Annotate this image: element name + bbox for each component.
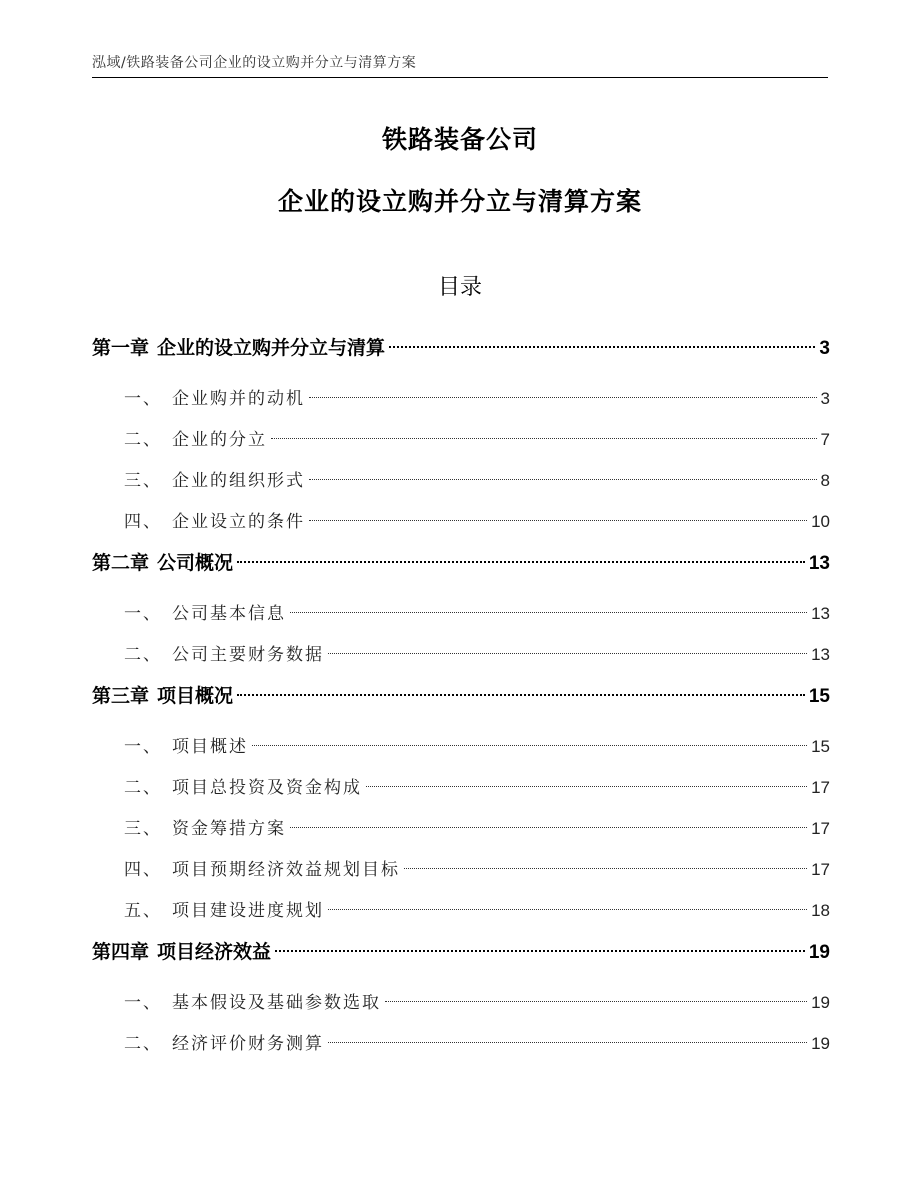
toc-section-title: 企业的组织形式 (172, 471, 305, 491)
toc-chapter-title: 企业的设立购并分立与清算 (157, 337, 386, 359)
toc-page-number: 3 (820, 389, 830, 408)
toc-page-number: 15 (811, 737, 830, 756)
toc-page-number: 15 (808, 686, 830, 707)
toc-section-number: 二、 (124, 1034, 162, 1054)
toc-section-title: 项目概述 (172, 737, 248, 757)
toc-section-number: 二、 (124, 645, 162, 665)
toc-section-3-2[interactable] (92, 770, 830, 811)
document-title-company: 铁路装备公司 (381, 125, 538, 154)
toc-section-number: 二、 (124, 778, 162, 798)
toc-page-number: 13 (811, 604, 830, 623)
toc-section-1-1[interactable] (92, 381, 830, 422)
toc-dot-leader (328, 1042, 807, 1043)
toc-page-number: 3 (819, 338, 830, 359)
toc-dot-leader (309, 520, 807, 521)
toc-section-3-1[interactable] (92, 729, 830, 770)
toc-page-number: 13 (811, 645, 830, 664)
toc-section-title: 项目建设进度规划 (172, 901, 324, 921)
toc-dot-leader (271, 438, 817, 439)
toc-section-number: 一、 (124, 389, 162, 409)
toc-dot-leader (385, 1001, 807, 1002)
toc-section-title: 项目预期经济效益规划目标 (172, 860, 400, 880)
toc-section-title: 企业设立的条件 (172, 512, 305, 532)
toc-section-title: 公司主要财务数据 (172, 645, 324, 665)
toc-dot-leader (366, 786, 807, 787)
toc-chapter-2[interactable] (92, 545, 830, 588)
table-of-contents (92, 330, 830, 1067)
toc-section-1-3[interactable] (92, 463, 830, 504)
toc-heading: 目录 (437, 275, 482, 300)
toc-chapter-3[interactable] (92, 678, 830, 721)
toc-dot-leader (309, 479, 817, 480)
toc-chapter-title: 项目经济效益 (157, 941, 272, 963)
toc-page-number: 17 (811, 819, 830, 838)
toc-chapter-number: 第四章 (92, 941, 150, 963)
toc-section-number: 二、 (124, 430, 162, 450)
toc-section-1-2[interactable] (92, 422, 830, 463)
toc-page-number: 10 (811, 512, 830, 531)
toc-section-3-4[interactable] (92, 852, 830, 893)
toc-dot-leader (275, 950, 805, 952)
toc-chapter-number: 第一章 (92, 337, 150, 359)
toc-dot-leader (252, 745, 807, 746)
toc-section-number: 五、 (124, 901, 162, 921)
toc-section-number: 三、 (124, 819, 162, 839)
toc-section-4-2[interactable] (92, 1026, 830, 1067)
toc-section-title: 公司基本信息 (172, 604, 286, 624)
toc-dot-leader (328, 909, 807, 910)
toc-dot-leader (389, 346, 815, 348)
toc-dot-leader (328, 653, 807, 654)
toc-dot-leader (237, 694, 805, 696)
toc-dot-leader (309, 397, 817, 398)
toc-section-number: 一、 (124, 604, 162, 624)
toc-dot-leader (404, 868, 807, 869)
document-title-subject: 企业的设立购并分立与清算方案 (277, 187, 642, 216)
toc-page-number: 7 (820, 430, 830, 449)
toc-section-title: 资金筹措方案 (172, 819, 286, 839)
toc-page-number: 18 (811, 901, 830, 920)
toc-section-title: 项目总投资及资金构成 (172, 778, 362, 798)
toc-dot-leader (237, 561, 805, 563)
header-rule (92, 77, 828, 78)
toc-section-2-1[interactable] (92, 596, 830, 637)
toc-section-number: 一、 (124, 737, 162, 757)
toc-section-title: 基本假设及基础参数选取 (172, 993, 381, 1013)
running-header: 泓域/铁路装备公司企业的设立购并分立与清算方案 (92, 55, 417, 71)
toc-chapter-title: 项目概况 (157, 685, 234, 707)
toc-page-number: 19 (811, 1034, 830, 1053)
toc-page-number: 17 (811, 778, 830, 797)
toc-chapter-number: 第二章 (92, 552, 150, 574)
toc-section-2-2[interactable] (92, 637, 830, 678)
toc-section-3-5[interactable] (92, 893, 830, 934)
toc-section-3-3[interactable] (92, 811, 830, 852)
toc-section-number: 四、 (124, 512, 162, 532)
toc-chapter-number: 第三章 (92, 685, 150, 707)
toc-page-number: 13 (808, 553, 830, 574)
toc-dot-leader (290, 827, 807, 828)
toc-page-number: 8 (820, 471, 830, 490)
toc-chapter-4[interactable] (92, 934, 830, 977)
toc-dot-leader (290, 612, 807, 613)
toc-section-title: 企业购并的动机 (172, 389, 305, 409)
toc-section-1-4[interactable] (92, 504, 830, 545)
toc-chapter-title: 公司概况 (157, 552, 234, 574)
toc-chapter-1[interactable] (92, 330, 830, 373)
toc-section-number: 一、 (124, 993, 162, 1013)
toc-section-number: 四、 (124, 860, 162, 880)
toc-page-number: 19 (811, 993, 830, 1012)
toc-page-number: 19 (808, 942, 830, 963)
toc-section-4-1[interactable] (92, 985, 830, 1026)
toc-page-number: 17 (811, 860, 830, 879)
toc-section-title: 经济评价财务测算 (172, 1034, 324, 1054)
toc-section-number: 三、 (124, 471, 162, 491)
toc-section-title: 企业的分立 (172, 430, 267, 450)
